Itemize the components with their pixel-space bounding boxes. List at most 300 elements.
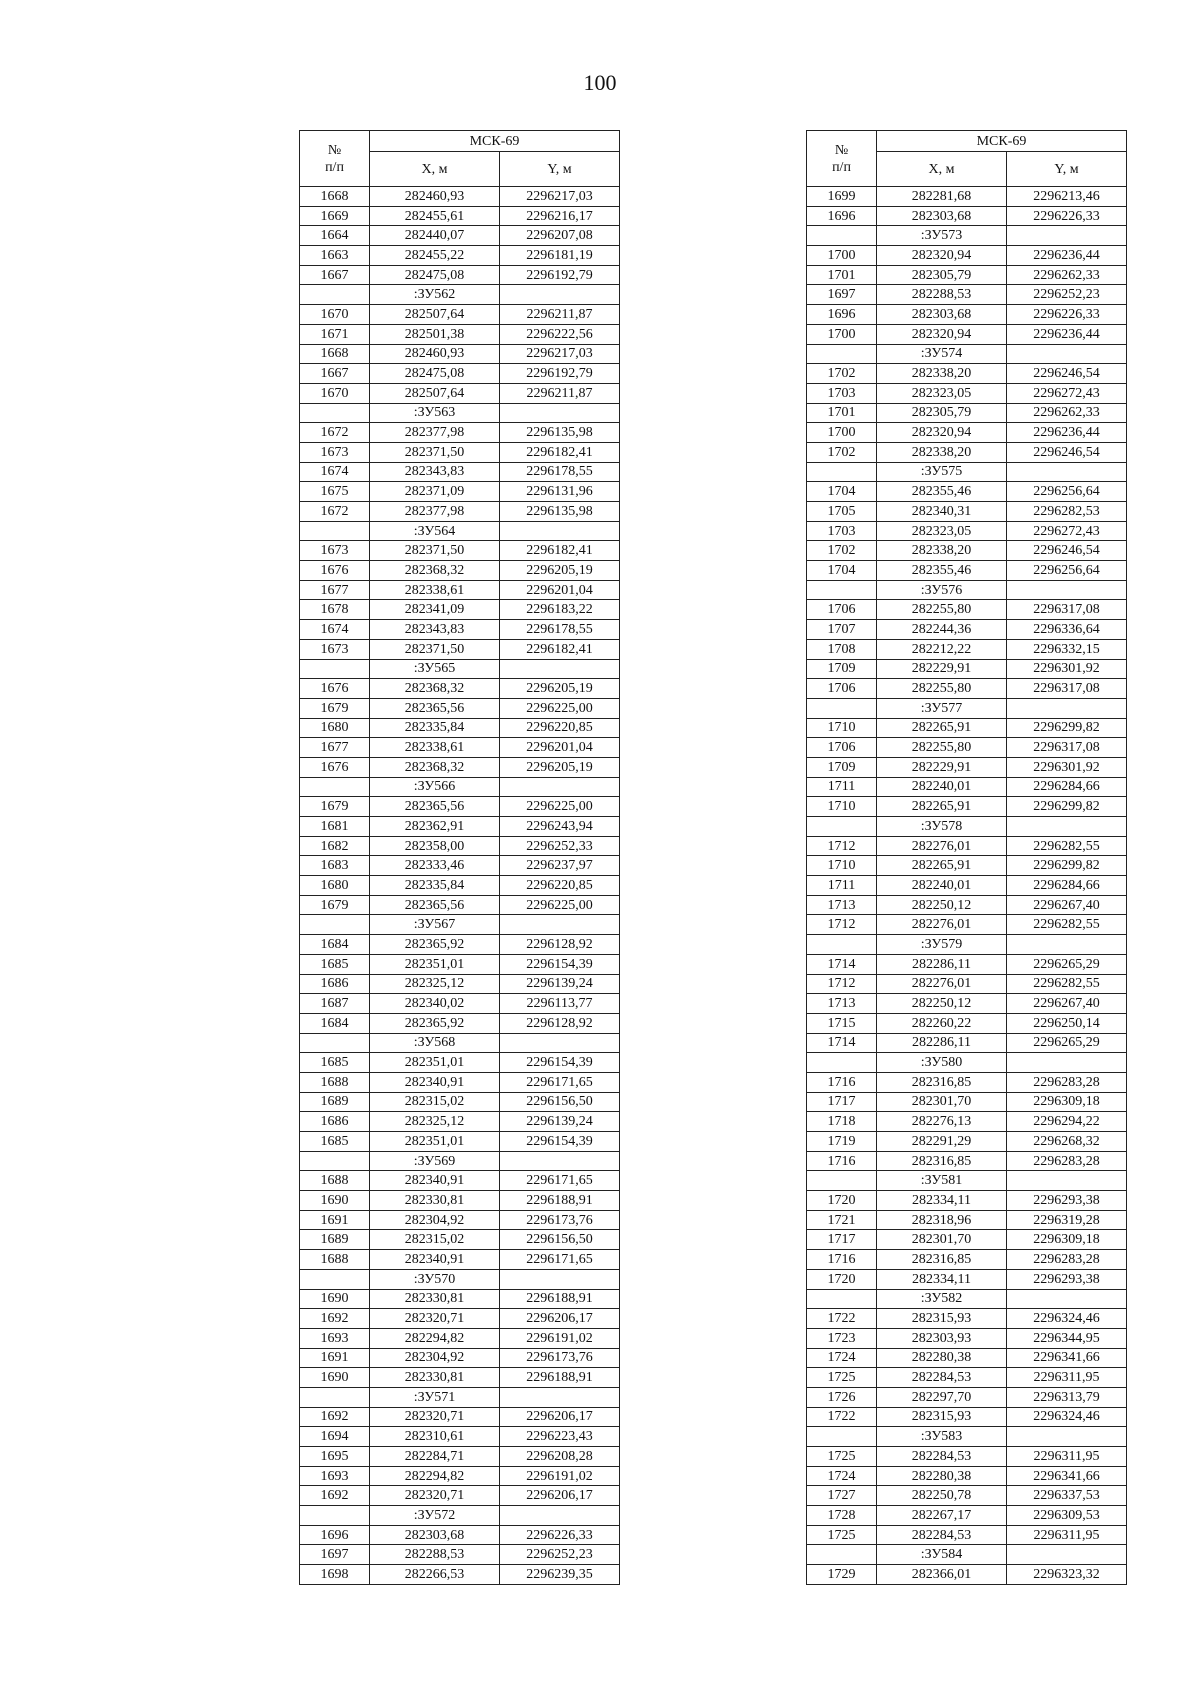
table-row xyxy=(300,1112,620,1132)
empty-cell xyxy=(1007,1053,1127,1073)
x-coordinate-cell: 282365,56 xyxy=(370,797,500,817)
coordinates-table-left xyxy=(299,130,620,1585)
point-number-cell: 1704 xyxy=(807,561,877,581)
parcel-label-row xyxy=(807,226,1127,246)
x-coordinate-cell: 282368,32 xyxy=(370,757,500,777)
parcel-label-row xyxy=(807,1171,1127,1191)
y-coordinate-cell: 2296173,76 xyxy=(500,1210,620,1230)
parcel-label: :ЗУ577 xyxy=(877,698,1007,718)
point-number-cell: 1716 xyxy=(807,1250,877,1270)
x-coordinate-cell: 282340,91 xyxy=(370,1171,500,1191)
table-row xyxy=(807,482,1127,502)
y-coordinate-cell: 2296282,53 xyxy=(1007,502,1127,522)
y-coordinate-cell: 2296262,33 xyxy=(1007,403,1127,423)
table-row xyxy=(807,1309,1127,1329)
y-coordinate-cell: 2296236,44 xyxy=(1007,246,1127,266)
x-coordinate-cell: 282355,46 xyxy=(877,561,1007,581)
x-coordinate-cell: 282297,70 xyxy=(877,1387,1007,1407)
y-coordinate-cell: 2296139,24 xyxy=(500,1112,620,1132)
x-coordinate-cell: 282265,91 xyxy=(877,856,1007,876)
table-row xyxy=(300,935,620,955)
table-row xyxy=(807,836,1127,856)
x-coordinate-cell: 282323,05 xyxy=(877,383,1007,403)
point-number-cell: 1690 xyxy=(300,1368,370,1388)
number-column-header xyxy=(300,131,370,187)
point-number-cell: 1689 xyxy=(300,1092,370,1112)
table-row xyxy=(300,1447,620,1467)
y-coordinate-cell: 2296171,65 xyxy=(500,1171,620,1191)
point-number-cell: 1672 xyxy=(300,423,370,443)
table-row xyxy=(807,1368,1127,1388)
y-coordinate-cell: 2296256,64 xyxy=(1007,482,1127,502)
x-coordinate-cell: 282315,02 xyxy=(370,1230,500,1250)
y-coordinate-cell: 2296284,66 xyxy=(1007,777,1127,797)
y-coordinate-cell: 2296309,18 xyxy=(1007,1230,1127,1250)
point-number-cell: 1690 xyxy=(300,1289,370,1309)
y-coordinate-cell: 2296293,38 xyxy=(1007,1191,1127,1211)
table-row xyxy=(807,305,1127,325)
parcel-label: :ЗУ567 xyxy=(370,915,500,935)
y-coordinate-cell: 2296284,66 xyxy=(1007,876,1127,896)
table-row xyxy=(807,1230,1127,1250)
parcel-label-row xyxy=(807,1053,1127,1073)
table-row xyxy=(300,620,620,640)
table-row xyxy=(807,1387,1127,1407)
table-row xyxy=(300,1250,620,1270)
table-row xyxy=(807,895,1127,915)
point-number-cell: 1693 xyxy=(300,1466,370,1486)
y-coordinate-cell: 2296341,66 xyxy=(1007,1466,1127,1486)
table-row xyxy=(807,1269,1127,1289)
y-coordinate-cell: 2296337,53 xyxy=(1007,1486,1127,1506)
empty-cell xyxy=(300,403,370,423)
x-coordinate-cell: 282341,09 xyxy=(370,600,500,620)
x-coordinate-cell: 282276,01 xyxy=(877,836,1007,856)
table-row xyxy=(300,1328,620,1348)
y-coordinate-cell: 2296182,41 xyxy=(500,442,620,462)
y-coordinate-cell: 2296283,28 xyxy=(1007,1072,1127,1092)
point-number-cell: 1693 xyxy=(300,1328,370,1348)
x-coordinate-cell: 282351,01 xyxy=(370,1132,500,1152)
x-coordinate-cell: 282377,98 xyxy=(370,423,500,443)
x-coordinate-cell: 282310,61 xyxy=(370,1427,500,1447)
x-coordinate-cell: 282229,91 xyxy=(877,659,1007,679)
empty-cell xyxy=(807,580,877,600)
point-number-cell: 1712 xyxy=(807,915,877,935)
y-coordinate-cell: 2296237,97 xyxy=(500,856,620,876)
table-row xyxy=(807,738,1127,758)
y-coordinate-cell: 2296317,08 xyxy=(1007,679,1127,699)
parcel-label-row xyxy=(300,1033,620,1053)
empty-cell xyxy=(1007,1289,1127,1309)
x-coordinate-cell: 282335,84 xyxy=(370,718,500,738)
empty-cell xyxy=(300,915,370,935)
x-coordinate-cell: 282365,56 xyxy=(370,698,500,718)
point-number-cell: 1689 xyxy=(300,1230,370,1250)
parcel-label: :ЗУ566 xyxy=(370,777,500,797)
y-coordinate-cell: 2296267,40 xyxy=(1007,994,1127,1014)
x-coordinate-cell: 282260,22 xyxy=(877,1013,1007,1033)
parcel-label: :ЗУ570 xyxy=(370,1269,500,1289)
point-number-cell: 1686 xyxy=(300,1112,370,1132)
point-number-cell: 1728 xyxy=(807,1506,877,1526)
page-number: 100 xyxy=(583,70,617,95)
empty-cell xyxy=(1007,580,1127,600)
table-row xyxy=(300,1072,620,1092)
x-coordinate-cell: 282305,79 xyxy=(877,265,1007,285)
table-row xyxy=(300,344,620,364)
point-number-cell: 1686 xyxy=(300,974,370,994)
y-coordinate-cell: 2296317,08 xyxy=(1007,738,1127,758)
x-coordinate-cell: 282284,53 xyxy=(877,1447,1007,1467)
x-coordinate-cell: 282244,36 xyxy=(877,620,1007,640)
x-coordinate-cell: 282315,93 xyxy=(877,1309,1007,1329)
point-number-cell: 1667 xyxy=(300,265,370,285)
table-row xyxy=(300,1427,620,1447)
x-coordinate-cell: 282343,83 xyxy=(370,462,500,482)
point-number-cell: 1720 xyxy=(807,1269,877,1289)
parcel-label-row xyxy=(807,935,1127,955)
table-row xyxy=(300,1486,620,1506)
table-row xyxy=(807,757,1127,777)
parcel-label: :ЗУ574 xyxy=(877,344,1007,364)
y-coordinate-cell: 2296171,65 xyxy=(500,1072,620,1092)
table-row xyxy=(300,1525,620,1545)
x-coordinate-cell: 282288,53 xyxy=(370,1545,500,1565)
y-coordinate-cell: 2296324,46 xyxy=(1007,1407,1127,1427)
point-number-cell: 1721 xyxy=(807,1210,877,1230)
table-row xyxy=(807,1328,1127,1348)
point-number-cell: 1706 xyxy=(807,738,877,758)
x-coordinate-cell: 282303,68 xyxy=(370,1525,500,1545)
x-coordinate-cell: 282368,32 xyxy=(370,561,500,581)
table-row xyxy=(807,600,1127,620)
empty-cell xyxy=(807,935,877,955)
parcel-label: :ЗУ580 xyxy=(877,1053,1007,1073)
point-number-cell: 1674 xyxy=(300,462,370,482)
empty-cell xyxy=(807,462,877,482)
x-coordinate-cell: 282281,68 xyxy=(877,187,1007,207)
table-row xyxy=(300,954,620,974)
empty-cell xyxy=(300,777,370,797)
x-coordinate-cell: 282284,53 xyxy=(877,1525,1007,1545)
point-number-cell: 1668 xyxy=(300,344,370,364)
y-coordinate-cell: 2296154,39 xyxy=(500,1053,620,1073)
point-number-cell: 1709 xyxy=(807,757,877,777)
empty-cell xyxy=(807,1171,877,1191)
y-coordinate-cell: 2296272,43 xyxy=(1007,521,1127,541)
table-row xyxy=(300,502,620,522)
point-number-cell: 1696 xyxy=(807,305,877,325)
x-coordinate-cell: 282351,01 xyxy=(370,1053,500,1073)
y-coordinate-cell: 2296299,82 xyxy=(1007,797,1127,817)
table-row xyxy=(300,698,620,718)
parcel-label: :ЗУ565 xyxy=(370,659,500,679)
table-row xyxy=(300,187,620,207)
y-coordinate-cell: 2296206,17 xyxy=(500,1407,620,1427)
table-row xyxy=(807,1407,1127,1427)
table-row xyxy=(807,561,1127,581)
empty-cell xyxy=(300,1269,370,1289)
y-coordinate-cell: 2296182,41 xyxy=(500,639,620,659)
table-row xyxy=(807,364,1127,384)
empty-cell xyxy=(807,817,877,837)
table-row xyxy=(300,423,620,443)
x-coordinate-cell: 282240,01 xyxy=(877,876,1007,896)
point-number-cell: 1697 xyxy=(807,285,877,305)
table-row xyxy=(807,797,1127,817)
point-number-cell: 1673 xyxy=(300,442,370,462)
table-row xyxy=(807,1525,1127,1545)
x-coordinate-cell: 282501,38 xyxy=(370,324,500,344)
empty-cell xyxy=(807,1545,877,1565)
table-row xyxy=(300,364,620,384)
x-coordinate-cell: 282338,61 xyxy=(370,580,500,600)
y-coordinate-cell: 2296332,15 xyxy=(1007,639,1127,659)
table-row xyxy=(300,561,620,581)
table-row xyxy=(807,659,1127,679)
table-row xyxy=(807,265,1127,285)
y-coordinate-cell: 2296201,04 xyxy=(500,580,620,600)
table-row xyxy=(300,482,620,502)
y-coordinate-cell: 2296309,18 xyxy=(1007,1092,1127,1112)
point-number-cell: 1724 xyxy=(807,1466,877,1486)
x-coordinate-cell: 282507,64 xyxy=(370,383,500,403)
table-row xyxy=(807,639,1127,659)
x-coordinate-cell: 282333,46 xyxy=(370,856,500,876)
y-coordinate-cell: 2296139,24 xyxy=(500,974,620,994)
point-number-cell: 1677 xyxy=(300,580,370,600)
table-row xyxy=(807,285,1127,305)
empty-cell xyxy=(300,1387,370,1407)
x-coordinate-cell: 282303,68 xyxy=(877,305,1007,325)
x-coordinate-cell: 282340,02 xyxy=(370,994,500,1014)
empty-cell xyxy=(807,1289,877,1309)
parcel-label: :ЗУ584 xyxy=(877,1545,1007,1565)
y-coordinate-cell: 2296268,32 xyxy=(1007,1132,1127,1152)
table-row xyxy=(807,974,1127,994)
point-number-cell: 1722 xyxy=(807,1407,877,1427)
point-number-cell: 1722 xyxy=(807,1309,877,1329)
x-coordinate-cell: 282303,68 xyxy=(877,206,1007,226)
table-row xyxy=(300,895,620,915)
parcel-label-row xyxy=(807,1289,1127,1309)
y-coordinate-cell: 2296236,44 xyxy=(1007,324,1127,344)
point-number-cell: 1690 xyxy=(300,1191,370,1211)
point-number-cell: 1678 xyxy=(300,600,370,620)
table-row xyxy=(300,994,620,1014)
y-coordinate-cell: 2296252,23 xyxy=(1007,285,1127,305)
table-row xyxy=(300,1565,620,1585)
y-coordinate-cell: 2296265,29 xyxy=(1007,954,1127,974)
point-number-cell: 1677 xyxy=(300,738,370,758)
point-number-cell: 1679 xyxy=(300,797,370,817)
point-number-cell: 1729 xyxy=(807,1565,877,1585)
point-number-cell: 1668 xyxy=(300,187,370,207)
point-number-cell: 1705 xyxy=(807,502,877,522)
point-number-cell: 1716 xyxy=(807,1151,877,1171)
y-coordinate-cell: 2296324,46 xyxy=(1007,1309,1127,1329)
point-number-cell: 1688 xyxy=(300,1250,370,1270)
table-row xyxy=(807,521,1127,541)
x-coordinate-cell: 282250,12 xyxy=(877,895,1007,915)
x-coordinate-cell: 282280,38 xyxy=(877,1348,1007,1368)
point-number-cell: 1726 xyxy=(807,1387,877,1407)
table-row xyxy=(807,423,1127,443)
x-coordinate-cell: 282335,84 xyxy=(370,876,500,896)
point-number-cell: 1691 xyxy=(300,1348,370,1368)
y-coordinate-cell: 2296113,77 xyxy=(500,994,620,1014)
table-row xyxy=(807,777,1127,797)
y-coordinate-cell: 2296154,39 xyxy=(500,954,620,974)
point-number-cell: 1716 xyxy=(807,1072,877,1092)
point-number-cell: 1691 xyxy=(300,1210,370,1230)
table-row xyxy=(807,1191,1127,1211)
empty-cell xyxy=(500,521,620,541)
point-number-cell: 1715 xyxy=(807,1013,877,1033)
point-number-cell: 1670 xyxy=(300,305,370,325)
empty-cell xyxy=(1007,698,1127,718)
point-number-cell: 1714 xyxy=(807,954,877,974)
point-number-cell: 1700 xyxy=(807,246,877,266)
y-coordinate-cell: 2296173,76 xyxy=(500,1348,620,1368)
table-row xyxy=(807,1112,1127,1132)
table-row xyxy=(300,1466,620,1486)
empty-cell xyxy=(500,1387,620,1407)
parcel-label-row xyxy=(300,777,620,797)
empty-cell xyxy=(807,1427,877,1447)
y-coordinate-cell: 2296131,96 xyxy=(500,482,620,502)
x-coordinate-cell: 282507,64 xyxy=(370,305,500,325)
point-number-cell: 1714 xyxy=(807,1033,877,1053)
y-coordinate-cell: 2296211,87 xyxy=(500,383,620,403)
y-coordinate-cell: 2296216,17 xyxy=(500,206,620,226)
y-coordinate-cell: 2296205,19 xyxy=(500,757,620,777)
x-coordinate-cell: 282365,92 xyxy=(370,935,500,955)
parcel-label-row xyxy=(807,698,1127,718)
table-row xyxy=(300,1289,620,1309)
point-number-cell: 1694 xyxy=(300,1427,370,1447)
empty-cell xyxy=(300,1506,370,1526)
y-coordinate-cell: 2296211,87 xyxy=(500,305,620,325)
table-row xyxy=(300,246,620,266)
y-coordinate-cell: 2296171,65 xyxy=(500,1250,620,1270)
table-row xyxy=(300,1092,620,1112)
point-number-cell: 1664 xyxy=(300,226,370,246)
x-coordinate-cell: 282455,22 xyxy=(370,246,500,266)
y-coordinate-cell: 2296191,02 xyxy=(500,1328,620,1348)
table-row xyxy=(807,324,1127,344)
y-coordinate-cell: 2296311,95 xyxy=(1007,1368,1127,1388)
empty-cell xyxy=(1007,1427,1127,1447)
table-row xyxy=(807,620,1127,640)
point-number-cell: 1723 xyxy=(807,1328,877,1348)
x-coordinate-cell: 282325,12 xyxy=(370,974,500,994)
parcel-label: :ЗУ583 xyxy=(877,1427,1007,1447)
point-number-cell: 1713 xyxy=(807,895,877,915)
parcel-label: :ЗУ582 xyxy=(877,1289,1007,1309)
point-number-cell: 1673 xyxy=(300,639,370,659)
parcel-label: :ЗУ564 xyxy=(370,521,500,541)
table-row xyxy=(300,1309,620,1329)
table-row xyxy=(300,718,620,738)
empty-cell xyxy=(500,285,620,305)
empty-cell xyxy=(500,777,620,797)
table-row xyxy=(807,994,1127,1014)
point-number-cell: 1684 xyxy=(300,1013,370,1033)
y-coordinate-cell: 2296226,33 xyxy=(1007,206,1127,226)
empty-cell xyxy=(500,403,620,423)
point-number-cell: 1692 xyxy=(300,1486,370,1506)
point-number-cell: 1710 xyxy=(807,718,877,738)
y-coordinate-cell: 2296178,55 xyxy=(500,462,620,482)
y-coordinate-cell: 2296192,79 xyxy=(500,364,620,384)
table-row xyxy=(807,915,1127,935)
empty-cell xyxy=(500,1033,620,1053)
point-number-cell: 1707 xyxy=(807,620,877,640)
x-coordinate-cell: 282355,46 xyxy=(877,482,1007,502)
x-coordinate-cell: 282365,56 xyxy=(370,895,500,915)
x-coordinate-cell: 282340,91 xyxy=(370,1250,500,1270)
point-number-cell: 1682 xyxy=(300,836,370,856)
empty-cell xyxy=(1007,344,1127,364)
point-number-cell: 1706 xyxy=(807,600,877,620)
table-row xyxy=(300,679,620,699)
parcel-label-row xyxy=(300,1269,620,1289)
point-number-cell: 1685 xyxy=(300,1132,370,1152)
point-number-cell: 1692 xyxy=(300,1309,370,1329)
y-coordinate-cell: 2296205,19 xyxy=(500,561,620,581)
point-number-cell: 1702 xyxy=(807,364,877,384)
x-coordinate-cell: 282320,71 xyxy=(370,1309,500,1329)
x-coordinate-cell: 282315,02 xyxy=(370,1092,500,1112)
y-coordinate-cell: 2296156,50 xyxy=(500,1230,620,1250)
point-number-cell: 1711 xyxy=(807,876,877,896)
table-row xyxy=(807,541,1127,561)
parcel-label: :ЗУ563 xyxy=(370,403,500,423)
table-row xyxy=(300,1053,620,1073)
table-row xyxy=(807,187,1127,207)
point-number-cell: 1700 xyxy=(807,423,877,443)
x-coordinate-cell: 282276,01 xyxy=(877,915,1007,935)
x-coordinate-cell: 282323,05 xyxy=(877,521,1007,541)
table-row xyxy=(300,817,620,837)
y-coordinate-cell: 2296301,92 xyxy=(1007,659,1127,679)
table-row xyxy=(807,1565,1127,1585)
table-row xyxy=(807,679,1127,699)
x-coordinate-cell: 282343,83 xyxy=(370,620,500,640)
parcel-label: :ЗУ578 xyxy=(877,817,1007,837)
table-row xyxy=(807,856,1127,876)
y-coordinate-cell: 2296135,98 xyxy=(500,502,620,522)
parcel-label: :ЗУ576 xyxy=(877,580,1007,600)
x-coordinate-cell: 282267,17 xyxy=(877,1506,1007,1526)
table-row xyxy=(300,757,620,777)
empty-cell xyxy=(1007,935,1127,955)
parcel-label-row xyxy=(300,1506,620,1526)
x-coordinate-cell: 282294,82 xyxy=(370,1328,500,1348)
point-number-cell: 1674 xyxy=(300,620,370,640)
x-coordinate-cell: 282371,50 xyxy=(370,541,500,561)
y-coordinate-cell: 2296206,17 xyxy=(500,1309,620,1329)
x-coordinate-cell: 282368,32 xyxy=(370,679,500,699)
x-coordinate-cell: 282330,81 xyxy=(370,1368,500,1388)
point-number-cell: 1679 xyxy=(300,698,370,718)
table-row xyxy=(807,876,1127,896)
table-row xyxy=(807,1132,1127,1152)
point-number-cell: 1669 xyxy=(300,206,370,226)
y-coordinate-cell: 2296222,56 xyxy=(500,324,620,344)
